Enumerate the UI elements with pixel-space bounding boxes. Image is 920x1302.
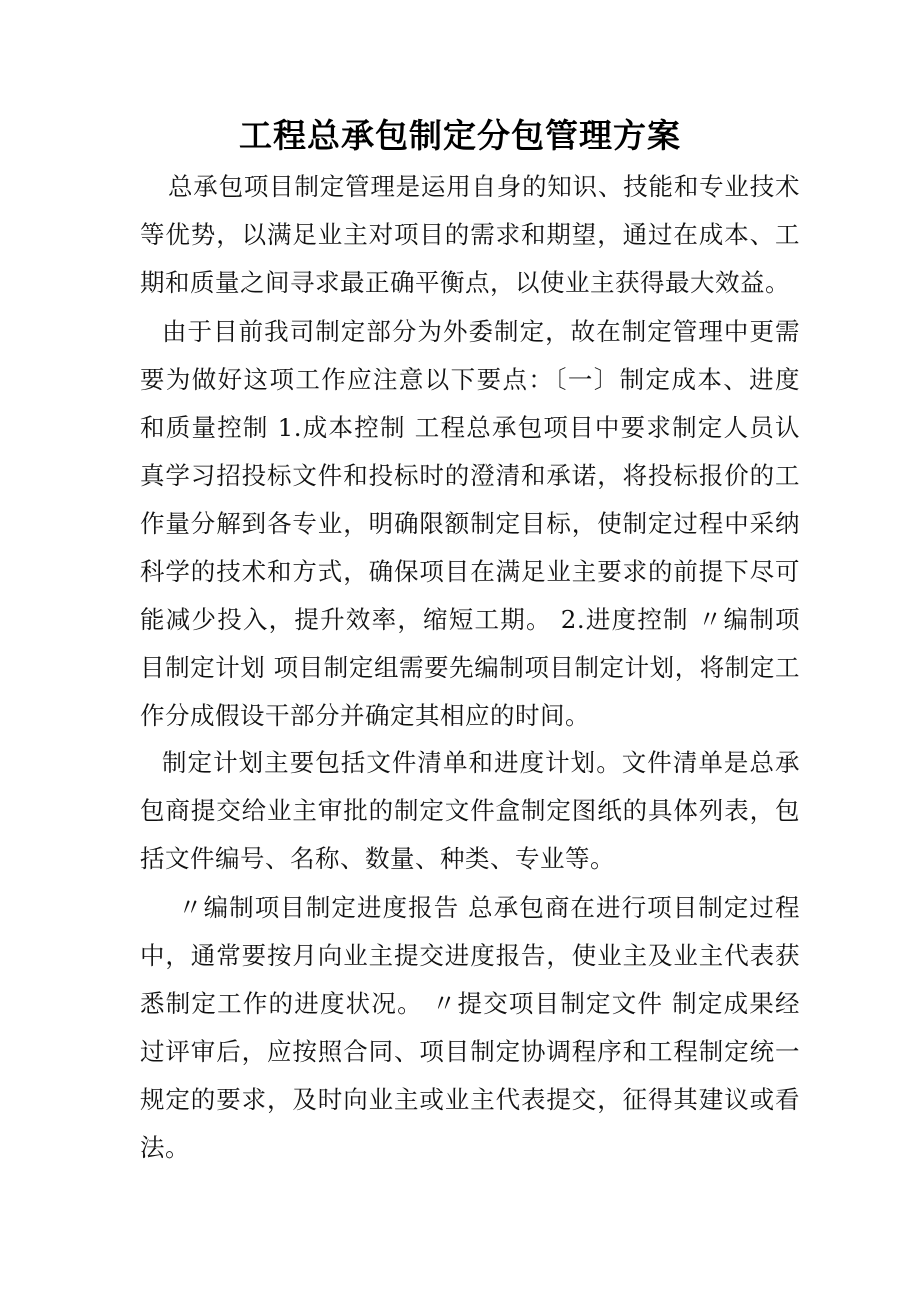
document-title: 工程总承包制定分包管理方案 xyxy=(239,116,681,155)
paragraph-design-plan: 制定计划主要包括文件清单和进度计划。文件清单是总承包商提交给业主审批的制定文件盒制定图纸的具体列表，包括文件编号、名称、数量、种类、专业等。 xyxy=(140,748,800,873)
paragraph-key-points: 由于目前我司制定部分为外委制定，故在制定管理中更需要为做好这项工作应注意以下要点：〔一〕制定成本、进度和质量控制 1.成本控制 工程总承包项目中要求制定人员认真学习招投标文件和投标时的澄清和承诺，将投标报价的工作量分解到各专业，明确限额制定目标，使制定过程中采纳科学的技术和方式，确保项目在满足业主要求的前提下尽可能减少投入，提升效率，缩短工期。 2.进度控制 〃编制项目制定计划 项目制定组需要先编制项目制定计划，将制定工作分成假设干部分并确定其相应的时间。 xyxy=(140,317,800,730)
paragraph-intro: 总承包项目制定管理是运用自身的知识、技能和专业技术等优势，以满足业主对项目的需求和期望，通过在成本、工期和质量之间寻求最正确平衡点，以使业主获得最大效益。 xyxy=(140,172,800,297)
paragraph-progress-report: 〃编制项目制定进度报告 总承包商在进行项目制定过程中，通常要按月向业主提交进度报告，使业主及业主代表获悉制定工作的进度状况。 〃提交项目制定文件 制定成果经过评审后，应按照合同、项目制定协调程序和工程制定统一规定的要求，及时向业主或业主代表提交，征得其建议或看法。 xyxy=(140,893,800,1162)
